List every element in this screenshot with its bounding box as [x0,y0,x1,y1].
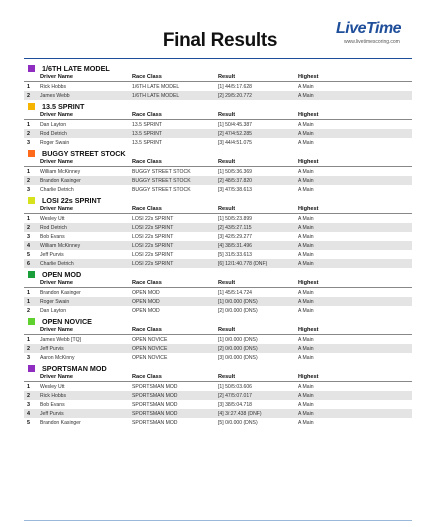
logo-wordmark [336,20,401,38]
cell-position: 2 [27,307,30,314]
cell-driver: Jeff Purvis [40,410,64,417]
section-header [24,364,412,373]
cell-result: [4] 3/:27.438 (DNF) [218,410,262,417]
column-header-highest: Highest [298,374,319,380]
cell-class: BUGGY STREET STOCK [132,186,191,193]
section-header [24,149,412,158]
column-header-highest: Highest [298,159,319,165]
table-row [24,223,412,232]
cell-result: [3] 47/5:38.613 [218,186,252,193]
cell-driver: William McKinney [40,168,81,175]
column-header-driver: Driver Name [40,159,73,165]
cell-result: [1] 50/5:03.606 [218,383,252,390]
column-header-driver: Driver Name [40,327,73,333]
cell-position: 3 [27,233,30,240]
cell-highest: A Main [298,177,314,184]
logo-url: www.livetimescoring.com [344,39,400,45]
column-header-row [24,158,412,167]
cell-highest: A Main [298,168,314,175]
cell-highest: A Main [298,336,314,343]
cell-position: 1 [27,298,30,305]
cell-highest: A Main [298,251,314,258]
section-header [24,64,412,73]
cell-highest: A Main [298,298,314,305]
logo-live-text: Live [336,20,367,37]
cell-class: LOSI 22s SPRINT [132,251,174,258]
cell-class: OPEN NOVICE [132,336,168,343]
column-header-row [24,205,412,214]
column-header-class: Race Class [132,327,162,333]
cell-driver: Jeff Purvis [40,251,64,258]
cell-class: LOSI 22s SPRINT [132,260,174,267]
cell-position: 5 [27,419,30,426]
column-header-result: Result [218,206,236,212]
cell-highest: A Main [298,354,314,361]
column-header-row [24,111,412,120]
cell-driver: Bob Evans [40,401,65,408]
cell-highest: A Main [298,121,314,128]
cell-class: BUGGY STREET STOCK [132,177,191,184]
cell-highest: A Main [298,401,314,408]
cell-driver: Rick Hobbs [40,83,67,90]
table-row [24,214,412,223]
cell-highest: A Main [298,260,314,267]
cell-highest: A Main [298,233,314,240]
cell-class: LOSI 22s SPRINT [132,233,174,240]
cell-driver: Aaron McKinny [40,354,75,361]
column-header-result: Result [218,74,236,80]
section-color-swatch [28,318,35,325]
cell-highest: A Main [298,289,314,296]
cell-position: 4 [27,410,30,417]
cell-highest: A Main [298,186,314,193]
cell-position: 2 [27,345,30,352]
section-title: BUGGY STREET STOCK [42,149,126,158]
cell-class: SPORTSMAN MOD [132,410,178,417]
cell-position: 1 [27,215,30,222]
column-header-row [24,373,412,382]
cell-result: [2] 43/5:27.115 [218,224,252,231]
cell-highest: A Main [298,410,314,417]
cell-result: [1] 50/5:23.899 [218,215,252,222]
table-row [24,129,412,138]
cell-driver: Charlie Detrich [40,186,74,193]
column-header-highest: Highest [298,206,319,212]
cell-class: OPEN NOVICE [132,345,168,352]
cell-position: 1 [27,168,30,175]
cell-driver: Brandon Kasinger [40,419,81,426]
cell-driver: James Webb [TQ] [40,336,81,343]
cell-position: 2 [27,177,30,184]
table-row [24,335,412,344]
cell-highest: A Main [298,130,314,137]
footer-divider [24,520,412,521]
section-title: 13.5 SPRINT [42,102,85,111]
cell-result: [2] 47/5:07.017 [218,392,252,399]
cell-class: OPEN MOD [132,307,160,314]
cell-class: LOSI 22s SPRINT [132,215,174,222]
section-color-swatch [28,365,35,372]
cell-class: 13.5 SPRINT [132,130,163,137]
table-row [24,250,412,259]
cell-result: [1] 0/0.000 (DNS) [218,298,258,305]
section-header [24,270,412,279]
cell-highest: A Main [298,419,314,426]
cell-position: 1 [27,121,30,128]
table-row [24,91,412,100]
table-row [24,138,412,147]
cell-position: 5 [27,251,30,258]
column-header-highest: Highest [298,327,319,333]
cell-result: [1] 50/5:36.369 [218,168,252,175]
section-color-swatch [28,150,35,157]
column-header-result: Result [218,112,236,118]
cell-result: [2] 48/5:37.820 [218,177,252,184]
header-divider [24,58,412,59]
cell-result: [1] 45/5:14.724 [218,289,252,296]
cell-highest: A Main [298,383,314,390]
section-title: 1/6TH LATE MODEL [42,64,110,73]
column-header-driver: Driver Name [40,74,73,80]
cell-highest: A Main [298,139,314,146]
table-row [24,288,412,297]
cell-position: 2 [27,392,30,399]
cell-position: 3 [27,401,30,408]
cell-highest: A Main [298,242,314,249]
table-row [24,409,412,418]
cell-class: SPORTSMAN MOD [132,392,178,399]
page-title: Final Results [162,30,278,51]
cell-driver: Wesley Utt [40,383,65,390]
livetime-logo [336,20,416,50]
cell-position: 4 [27,242,30,249]
cell-class: SPORTSMAN MOD [132,419,178,426]
table-row [24,391,412,400]
column-header-driver: Driver Name [40,374,73,380]
table-row [24,306,412,315]
cell-position: 2 [27,130,30,137]
cell-class: BUGGY STREET STOCK [132,168,191,175]
cell-class: LOSI 22s SPRINT [132,224,174,231]
cell-result: [3] 44/4:51.075 [218,139,252,146]
section-color-swatch [28,271,35,278]
cell-driver: Dan Layton [40,121,67,128]
cell-position: 1 [27,83,30,90]
table-row [24,176,412,185]
cell-driver: Wesley Utt [40,215,65,222]
cell-highest: A Main [298,215,314,222]
cell-position: 3 [27,354,30,361]
cell-driver: Brandon Kasinger [40,177,81,184]
table-row [24,232,412,241]
cell-driver: Dan Layton [40,307,67,314]
cell-driver: Rick Hobbs [40,392,67,399]
cell-driver: Jeff Purvis [40,345,64,352]
cell-result: [4] 38/5:31.496 [218,242,252,249]
cell-result: [1] 0/0.000 (DNS) [218,336,258,343]
cell-driver: Rod Detrich [40,130,67,137]
cell-class: 1/6TH LATE MODEL [132,83,180,90]
section-title: OPEN MOD [42,270,82,279]
section-color-swatch [28,65,35,72]
column-header-class: Race Class [132,112,162,118]
cell-result: [3] 0/0.000 (DNS) [218,354,258,361]
cell-class: OPEN MOD [132,298,160,305]
cell-highest: A Main [298,345,314,352]
cell-driver: James Webb [40,92,70,99]
cell-result: [2] 0/0.000 (DNS) [218,307,258,314]
cell-class: 13.5 SPRINT [132,121,163,128]
table-row [24,120,412,129]
cell-position: 3 [27,139,30,146]
column-header-result: Result [218,280,236,286]
cell-class: OPEN MOD [132,289,160,296]
column-header-highest: Highest [298,74,319,80]
cell-highest: A Main [298,307,314,314]
table-row [24,418,412,427]
cell-class: OPEN NOVICE [132,354,168,361]
cell-driver: William McKinney [40,242,81,249]
table-row [24,259,412,268]
cell-highest: A Main [298,83,314,90]
cell-position: 1 [27,383,30,390]
table-row [24,382,412,391]
table-row [24,353,412,362]
section-title: SPORTSMAN MOD [42,364,107,373]
cell-result: [3] 38/5:04.718 [218,401,252,408]
cell-result: [5] 31/5:33.613 [218,251,252,258]
cell-class: 13.5 SPRINT [132,139,163,146]
cell-class: 1/6TH LATE MODEL [132,92,180,99]
cell-highest: A Main [298,224,314,231]
cell-class: SPORTSMAN MOD [132,383,178,390]
cell-driver: Brandon Kasinger [40,289,81,296]
column-header-class: Race Class [132,374,162,380]
column-header-highest: Highest [298,280,319,286]
table-row [24,400,412,409]
column-header-row [24,73,412,82]
table-row [24,241,412,250]
cell-position: 3 [27,186,30,193]
column-header-row [24,279,412,288]
cell-driver: Rod Detrich [40,224,67,231]
section-header [24,196,412,205]
cell-highest: A Main [298,392,314,399]
section-header [24,102,412,111]
cell-highest: A Main [298,92,314,99]
cell-class: SPORTSMAN MOD [132,401,178,408]
logo-time-text: Time [366,20,402,37]
column-header-class: Race Class [132,74,162,80]
column-header-class: Race Class [132,280,162,286]
cell-driver: Roger Swain [40,298,70,305]
cell-driver: Roger Swain [40,139,70,146]
table-row [24,297,412,306]
cell-driver: Bob Evans [40,233,65,240]
cell-result: [5] 0/0.000 (DNS) [218,419,258,426]
column-header-row [24,326,412,335]
cell-driver: Charlie Detrich [40,260,74,267]
section-header [24,317,412,326]
cell-result: [2] 0/0.000 (DNS) [218,345,258,352]
cell-result: [2] 47/4:52.285 [218,130,252,137]
cell-position: 2 [27,224,30,231]
cell-result: [3] 42/5:29.277 [218,233,252,240]
cell-result: [6] 12/1:40.778 (DNF) [218,260,268,267]
table-row [24,185,412,194]
cell-position: 1 [27,289,30,296]
cell-position: 1 [27,336,30,343]
column-header-class: Race Class [132,159,162,165]
column-header-driver: Driver Name [40,280,73,286]
column-header-result: Result [218,159,236,165]
section-title: OPEN NOVICE [42,317,92,326]
column-header-result: Result [218,327,236,333]
cell-result: [1] 44/5:17.628 [218,83,252,90]
table-row [24,344,412,353]
results-sections [24,62,412,427]
column-header-driver: Driver Name [40,206,73,212]
cell-result: [1] 50/4:45.387 [218,121,252,128]
cell-position: 6 [27,260,30,267]
column-header-driver: Driver Name [40,112,73,118]
section-color-swatch [28,103,35,110]
section-color-swatch [28,197,35,204]
cell-class: LOSI 22s SPRINT [132,242,174,249]
column-header-class: Race Class [132,206,162,212]
column-header-result: Result [218,374,236,380]
table-row [24,82,412,91]
table-row [24,167,412,176]
cell-result: [2] 29/5:20.772 [218,92,252,99]
cell-position: 2 [27,92,30,99]
section-title: LOSI 22s SPRINT [42,196,102,205]
column-header-highest: Highest [298,112,319,118]
